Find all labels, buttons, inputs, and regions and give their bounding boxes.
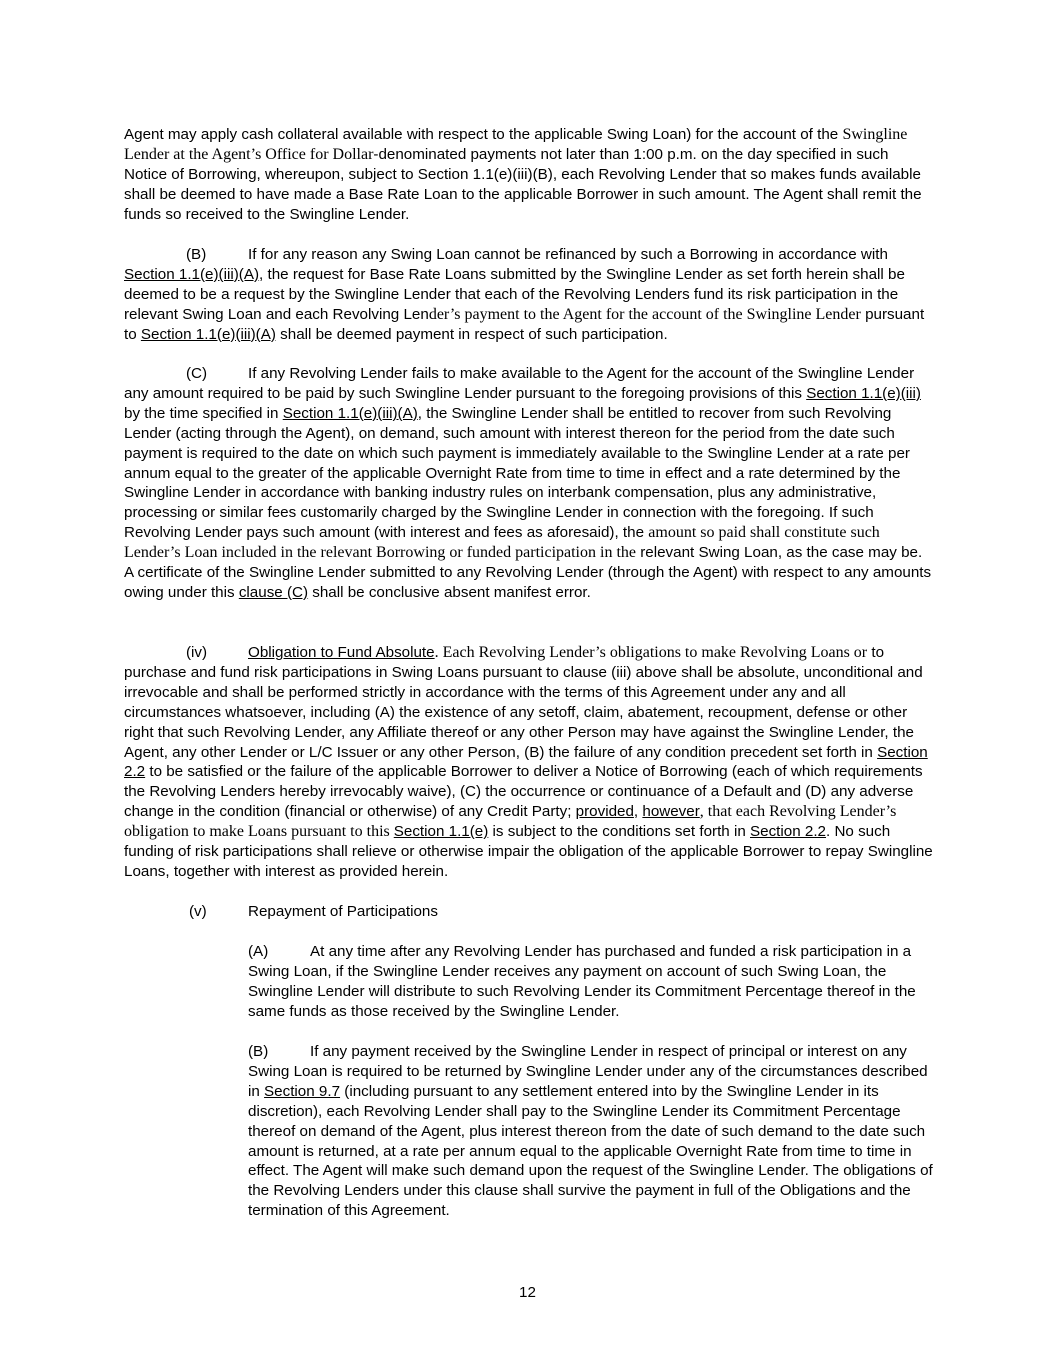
- text: amount so paid shall constitute such Lender’s Loan included in the relevant Borrowing or funded participation in the: [124, 524, 880, 562]
- section-reference: Section 1.1(e)(iii)(A): [282, 404, 418, 422]
- paragraph-iv: [124, 643, 934, 882]
- clause-heading: Obligation to Fund Absolute: [248, 644, 435, 661]
- clause-label: (B): [248, 1043, 269, 1060]
- clause-label: (A): [248, 943, 269, 960]
- text: If any Revolving Lender fails to make available to the Agent for the account of the Swingline Lender any amount required to be paid by such Swingline Lender pursuant to the foregoing provisions of this: [124, 365, 915, 402]
- text: Agent may apply cash collateral available with respect to the applicable Swing Loan) for the account of the: [124, 126, 843, 143]
- text: der’s payment to the Agent for the account of the Swingline Lender: [428, 305, 861, 323]
- however-term: however: [642, 803, 700, 821]
- text: , the Swingline Lender shall be entitled to recover from such Revolving Lender (acting through the Agent), on demand, such amount with interest thereon for the period from the date such payment is required to the date on which such payment is immediately available to the Swingline Lender at a rate per annum equal to the greater of the applicable Overnight Rate from time to time in effect and a rate determined by the Swingline Lender in accordance with banking industry rules on interbank compensation, plus any administrative, processing or similar fees customarily charged by the Swingline Lender in connection with the foregoing. If such Revolving Lender pays such amount (with interest and fees as aforesaid), the: [124, 404, 910, 542]
- clause-label: (C): [186, 365, 208, 382]
- text: . Each Revolving Lender’s obligations to make Revolving Loans or: [434, 644, 868, 661]
- text: ,: [633, 803, 643, 821]
- clause-label: (B): [186, 246, 207, 263]
- text: Swingline Lender at the Agent’s Office for Dollar: [124, 126, 908, 163]
- text: If for any reason any Swing Loan cannot be refinanced by such a Borrowing in accordance with: [248, 246, 888, 263]
- text: , that each Revolving Lender’s obligation to make Loans pursuant to this: [124, 803, 897, 841]
- text: by the time specified in: [124, 404, 283, 422]
- paragraph-v-b: [248, 1042, 934, 1221]
- text: At any time after any Revolving Lender has purchased and funded a risk participation in a Swing Loan, if the Swingline Lender receives any payment on account of such Swing Loan, the Swingline Lender will distribute to such Revolving Lender its Commitment Percentage thereof in the same funds as those received by the Swingline Lender.: [248, 943, 916, 1020]
- section-reference: Section 1.1(e)(iii): [806, 384, 921, 402]
- text: . No such funding of risk participations shall relieve or otherwise impair the obligation of the applicable Borrower to repay Swingline Loans, together with interest as provided herein.: [124, 823, 933, 880]
- paragraph-v-a: [248, 942, 934, 1022]
- text: is subject to the conditions set forth in: [488, 823, 751, 841]
- paragraph-v-heading: [124, 902, 934, 922]
- text: pursuant to: [124, 305, 925, 343]
- provided-term: provided: [575, 803, 634, 821]
- text: to be satisfied or the failure of the applicable Borrower to deliver a Notice of Borrowing (each of which requirements the Revolving Lenders hereby irrevocably waive), (C) the occurrence or continuance of a Default and (D) any adverse change in the condition (financial or otherwise) of any Credit Party;: [124, 763, 923, 821]
- paragraph-c: [124, 364, 934, 603]
- paragraph-continuation: [124, 125, 934, 225]
- section-reference: Section 2.2: [750, 823, 827, 841]
- section-reference: Section 2.2: [124, 743, 928, 781]
- page-number: 12: [519, 1284, 536, 1301]
- text: (including pursuant to any settlement entered into by the Swingline Lender in its discretion), each Revolving Lender shall pay to the Swingline Lender its Commitment Percentage thereof on demand of the Agent, plus interest thereon from the date of such demand to the date such amount is returned, at a rate per annum equal to the applicable Overnight Rate from time to time in effect. The Agent will make such demand upon the request of the Swingline Lender. The obligations of the Revolving Lenders under this clause shall survive the payment in full of the Obligations and the termination of this Agreement.: [248, 1082, 933, 1220]
- text: -denominated payments not later than 1:00 p.m. on the day specified in such Notice of Borrowing, whereupon, subject to Section 1.1(e)(iii)(B), each Revolving Lender that so makes funds available shall be deemed to have made a Base Rate Loan to the applicable Borrower in such amount. The Agent shall remit the funds so received to the Swingline Lender.: [124, 145, 922, 223]
- clause-label: (v): [189, 903, 207, 920]
- section-reference: clause (C): [238, 583, 309, 601]
- section-reference: Section 1.1(e)(iii)(A): [140, 325, 276, 343]
- text: shall be conclusive absent manifest error.: [308, 583, 591, 601]
- section-reference: Section 9.7: [264, 1082, 341, 1100]
- text: shall be deemed payment in respect of such participation.: [275, 325, 668, 343]
- section-reference: Section 1.1(e): [393, 823, 489, 841]
- text: , the request for Base Rate Loans submitted by the Swingline Lender as set forth herein shall be deemed to be a request by the Swingline Lender that each of the Revolving Lenders fund its risk participation in the relevant Swing Loan and each Revolving Len: [124, 265, 905, 323]
- text: If any payment received by the Swingline Lender in respect of principal or interest on any Swing Loan is required to be returned by Swingline Lender under any of the circumstances described in: [248, 1043, 928, 1100]
- clause-label: (iv): [186, 644, 208, 661]
- paragraph-b: [124, 245, 934, 345]
- text: relevant Swing Loan, as the case may be. A certificate of the Swingline Lender submitted to any Revolving Lender (through the Agent) with respect to any amounts owing under this: [124, 544, 932, 601]
- section-reference: Section 1.1(e)(iii)(A): [124, 265, 260, 283]
- text: to purchase and fund risk participations in Swing Loans pursuant to clause (iii) above shall be absolute, unconditional and irrevocable and shall be performed strictly in accordance with the terms of this Agreement under any and all circumstances whatsoever, including (A) the existence of any setoff, claim, abatement, recoupment, defense or other right that such Revolving Lender, any Affiliate thereof or any other Person may have against the Swingline Lender, the Agent, any other Lender or L/C Issuer or any other Person, (B) the failure of any condition precedent set forth in: [124, 644, 923, 761]
- clause-heading: Repayment of Participations: [248, 903, 438, 920]
